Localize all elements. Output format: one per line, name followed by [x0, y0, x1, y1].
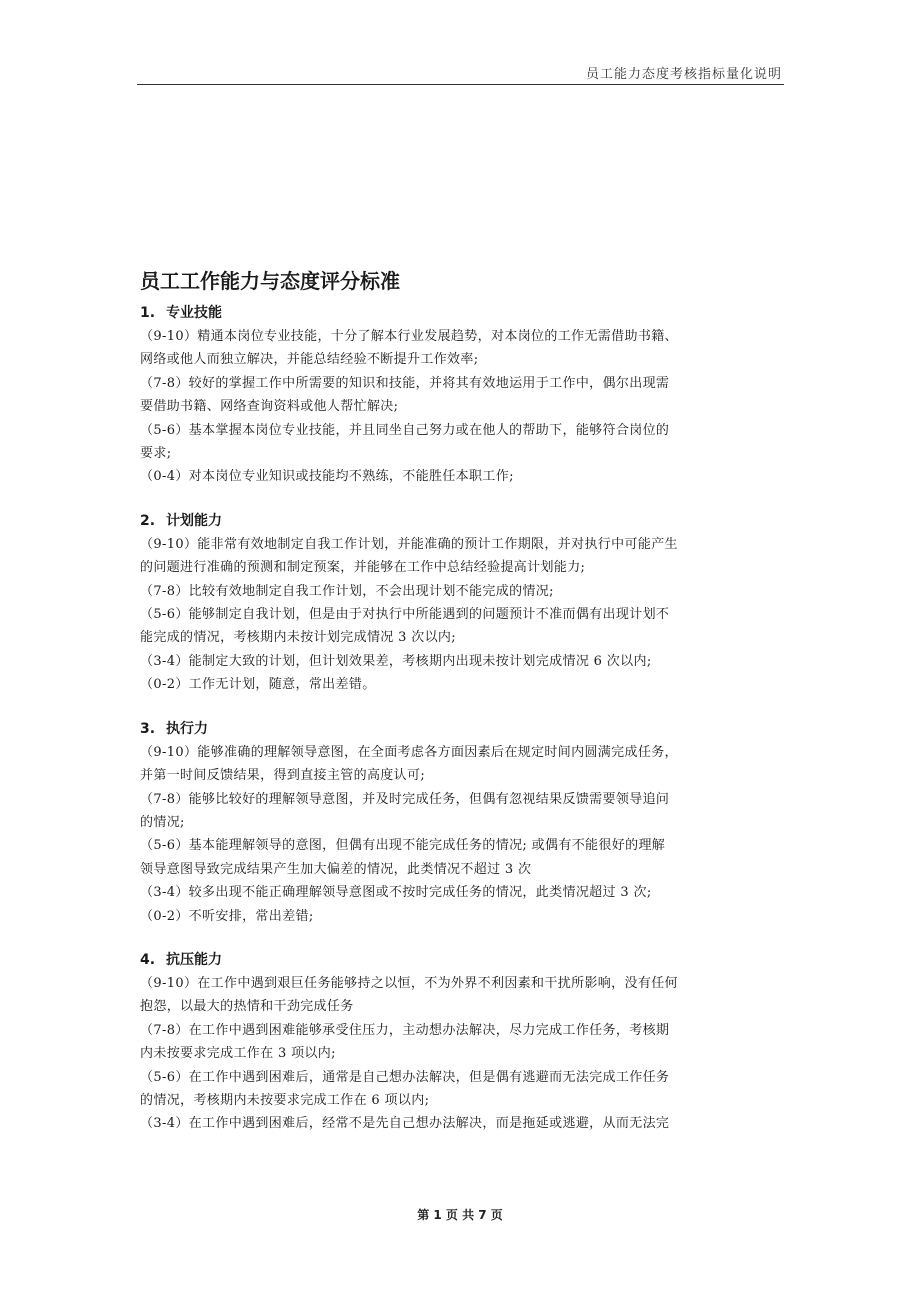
section-heading	[140, 949, 790, 972]
section-heading	[140, 302, 790, 325]
section-title: 执行力	[166, 720, 208, 737]
body-line: （5-6）基本掌握本岗位专业技能，并且同坐自己努力或在他人的帮助下，能够符合岗位的	[140, 422, 670, 438]
body-line: （9-10）在工作中遇到艰巨任务能够持之以恒，不为外界不利因素和干扰所影响，没有任何	[140, 975, 678, 991]
body-line: （5-6）基本能理解领导的意图，但偶有出现不能完成任务的情况; 或偶有不能很好的理解	[140, 838, 666, 854]
body-line: （0-4）对本岗位专业知识或技能均不熟练，不能胜任本职工作;	[140, 469, 514, 485]
body-line: 要求;	[140, 446, 172, 462]
body-line: （9-10）能够准确的理解领导意图，在全面考虑各方面因素后在规定时间内圆满完成任务，	[140, 744, 678, 760]
body-line: （7-8）比较有效地制定自我工作计划，不会出现计划不能完成的情况;	[140, 583, 554, 599]
body-line: 的情况;	[140, 814, 185, 830]
body-line: （7-8）在工作中遇到困难能够承受住压力，主动想办法解决，尽力完成工作任务，考核期	[140, 1022, 670, 1038]
body-line: （5-6）能够制定自我计划，但是由于对执行中所能遇到的问题预计不准而偶有出现计划不	[140, 607, 670, 623]
section-number: 4.	[140, 951, 156, 968]
section-number: 3.	[140, 720, 156, 737]
body-line: （7-8）较好的掌握工作中所需要的知识和技能，并将其有效地运用于工作中，偶尔出现需	[140, 375, 670, 391]
body-line: 的问题进行准确的预测和制定预案，并能够在工作中总结经验提高计划能力;	[140, 560, 586, 576]
section-number: 2.	[140, 512, 156, 529]
body-line: 领导意图导致完成结果产生加大偏差的情况，此类情况不超过 3 次	[140, 861, 532, 877]
header-divider	[137, 84, 784, 85]
section-stress-resistance	[140, 949, 790, 1136]
body-line: （3-4）能制定大致的计划，但计划效果差，考核期内出现未按计划完成情况 6 次以内;	[140, 653, 652, 669]
body-line: （0-2）工作无计划，随意，常出差错。	[140, 677, 376, 693]
body-line: 并第一时间反馈结果，得到直接主管的高度认可;	[140, 768, 426, 784]
document-body	[140, 262, 790, 1136]
body-line: （5-6）在工作中遇到困难后，通常是自己想办法解决，但是偶有逃避而无法完成工作任务	[140, 1069, 670, 1085]
document-title: 员工工作能力与态度评分标准	[140, 269, 400, 293]
body-line: （0-2）不听安排，常出差错;	[140, 908, 314, 924]
body-line: （7-8）能够比较好的理解领导意图，并及时完成任务，但偶有忽视结果反馈需要领导追问	[140, 791, 670, 807]
body-line: （3-4）在工作中遇到困难后，经常不是先自己想办法解决，而是拖延或逃避，从而无法完	[140, 1116, 670, 1132]
body-line: （3-4）较多出现不能正确理解领导意图或不按时完成任务的情况，此类情况超过 3 次;	[140, 885, 652, 901]
body-line: 抱怨，以最大的热情和干劲完成任务	[140, 999, 354, 1015]
body-line: 要借助书籍、网络查询资料或他人帮忙解决;	[140, 399, 399, 415]
body-line: 网络或他人而独立解决，并能总结经验不断提升工作效率;	[140, 352, 479, 368]
page-number: 第 1 页 共 7 页	[417, 1208, 503, 1222]
body-line: 的情况，考核期内未按要求完成工作在 6 项以内;	[140, 1092, 430, 1108]
section-title: 计划能力	[166, 512, 222, 529]
section-title: 专业技能	[166, 305, 222, 321]
section-execution	[140, 718, 790, 928]
section-planning-ability	[140, 510, 790, 697]
body-line: 能完成的情况，考核期内未按计划完成情况 3 次以内;	[140, 630, 457, 646]
section-professional-skills	[140, 302, 790, 489]
section-title: 抗压能力	[166, 951, 222, 968]
running-header: 员工能力态度考核指标量化说明	[585, 67, 782, 82]
body-line: （9-10）精通本岗位专业技能，十分了解本行业发展趋势，对本岗位的工作无需借助书籍、	[140, 329, 678, 344]
body-line: （9-10）能非常有效地制定自我工作计划，并能准确的预计工作期限，并对执行中可能产生	[140, 536, 678, 552]
section-number: 1.	[140, 305, 156, 321]
body-line: 内未按要求完成工作在 3 项以内;	[140, 1046, 336, 1062]
section-heading	[140, 718, 790, 741]
section-heading	[140, 510, 790, 533]
